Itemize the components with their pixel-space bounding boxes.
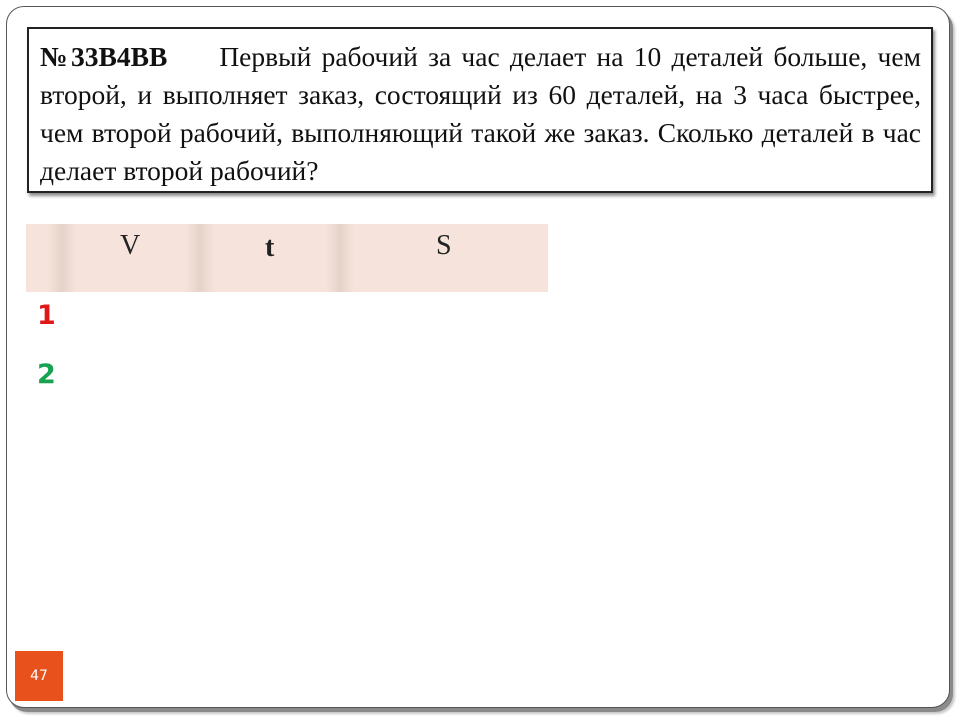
page-number-badge: [15, 651, 63, 701]
task-id: №33В4ВВ: [40, 41, 168, 72]
row-label-1: 1: [37, 300, 56, 331]
task-text: Первый рабочий за час делает на 10 деталей больше, чем второй, и выполняет заказ, состоящий из 60 деталей, на 3 часа быстрее, чем второй рабочий, выполняющий такой же заказ. Сколько деталей в час делает второй рабочий?: [40, 41, 921, 186]
column-divider: [48, 224, 76, 292]
row-label-2: 2: [37, 359, 56, 390]
column-header-v: V: [120, 230, 141, 261]
column-header-s: S: [436, 230, 452, 261]
column-divider: [326, 224, 354, 292]
column-header-t: t: [265, 232, 275, 263]
table-header: [26, 224, 548, 292]
column-divider: [186, 224, 214, 292]
task-box: [27, 27, 933, 193]
page-number: 47: [30, 668, 48, 684]
